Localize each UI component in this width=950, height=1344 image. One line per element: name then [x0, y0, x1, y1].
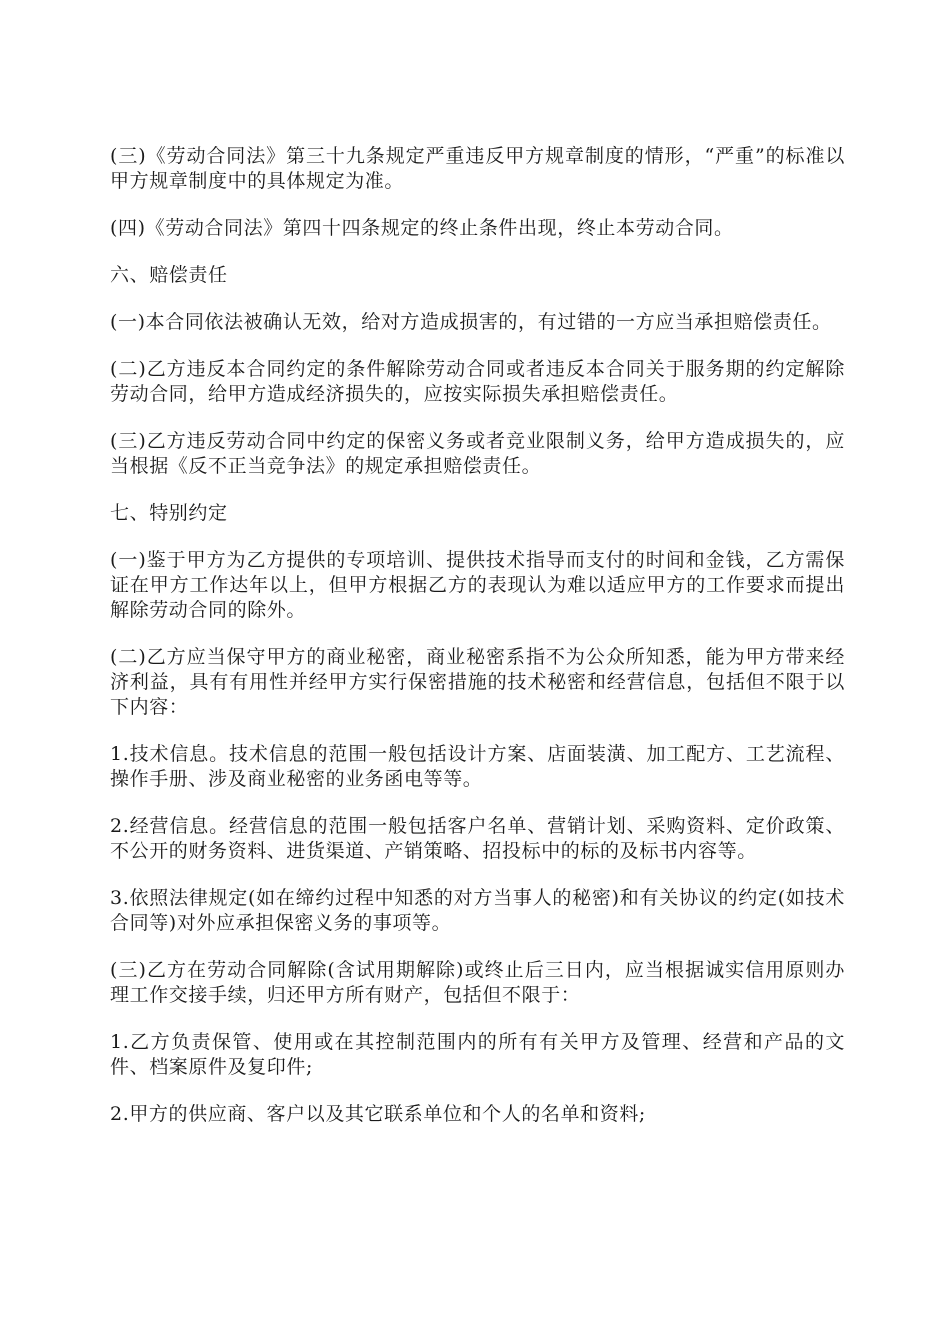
document-body [110, 144, 845, 1149]
paragraph-business-info: 2.经营信息。经营信息的范围一般包括客户名单、营销计划、采购资料、定价政策、不公开的财务资料、进货渠道、产销策略、招投标中的标的及标书内容等。 [110, 815, 845, 862]
paragraph-special-3: (三)乙方在劳动合同解除(含试用期解除)或终止后三日内，应当根据诚实信用原则办理工作交接手续，归还甲方所有财产，包括但不限于： [110, 959, 845, 1006]
paragraph-serious-violation: (三)《劳动合同法》第三十九条规定严重违反甲方规章制度的情形，“严重”的标准以甲方规章制度中的具体规定为准。 [110, 145, 845, 192]
paragraph-special-2: (二)乙方应当保守甲方的商业秘密，商业秘密系指不为公众所知悉，能为甲方带来经济利益，具有有用性并经甲方实行保密措施的技术秘密和经营信息，包括但不限于以下内容： [110, 646, 845, 718]
paragraph-special-1: (一)鉴于甲方为乙方提供的专项培训、提供技术指导而支付的时间和金钱，乙方需保证在甲方工作达年以上，但甲方根据乙方的表现认为难以适应甲方的工作要求而提出解除劳动合同的除外。 [110, 549, 845, 621]
paragraph-handover-documents: 1.乙方负责保管、使用或在其控制范围内的所有有关甲方及管理、经营和产品的文件、档案原件及复印件; [110, 1031, 845, 1078]
paragraph-compensation-3: (三)乙方违反劳动合同中约定的保密义务或者竞业限制义务，给甲方造成损失的，应当根据《反不正当竞争法》的规定承担赔偿责任。 [110, 430, 845, 477]
section-heading-special-terms: 七、特别约定 [110, 502, 228, 524]
paragraph-termination-conditions: (四)《劳动合同法》第四十四条规定的终止条件出现，终止本劳动合同。 [110, 217, 734, 239]
paragraph-compensation-1: (一)本合同依法被确认无效，给对方造成损害的，有过错的一方应当承担赔偿责任。 [110, 311, 832, 333]
section-heading-compensation: 六、赔偿责任 [110, 264, 228, 286]
paragraph-handover-contacts: 2.甲方的供应商、客户以及其它联系单位和个人的名单和资料; [110, 1103, 646, 1125]
paragraph-legal-confidentiality: 3.依照法律规定(如在缔约过程中知悉的对方当事人的秘密)和有关协议的约定(如技术合同等)对外应承担保密义务的事项等。 [110, 887, 845, 934]
paragraph-technical-info: 1.技术信息。技术信息的范围一般包括设计方案、店面装潢、加工配方、工艺流程、操作手册、涉及商业秘密的业务函电等等。 [110, 743, 845, 790]
paragraph-compensation-2: (二)乙方违反本合同约定的条件解除劳动合同或者违反本合同关于服务期的约定解除劳动合同，给甲方造成经济损失的，应按实际损失承担赔偿责任。 [110, 358, 845, 405]
